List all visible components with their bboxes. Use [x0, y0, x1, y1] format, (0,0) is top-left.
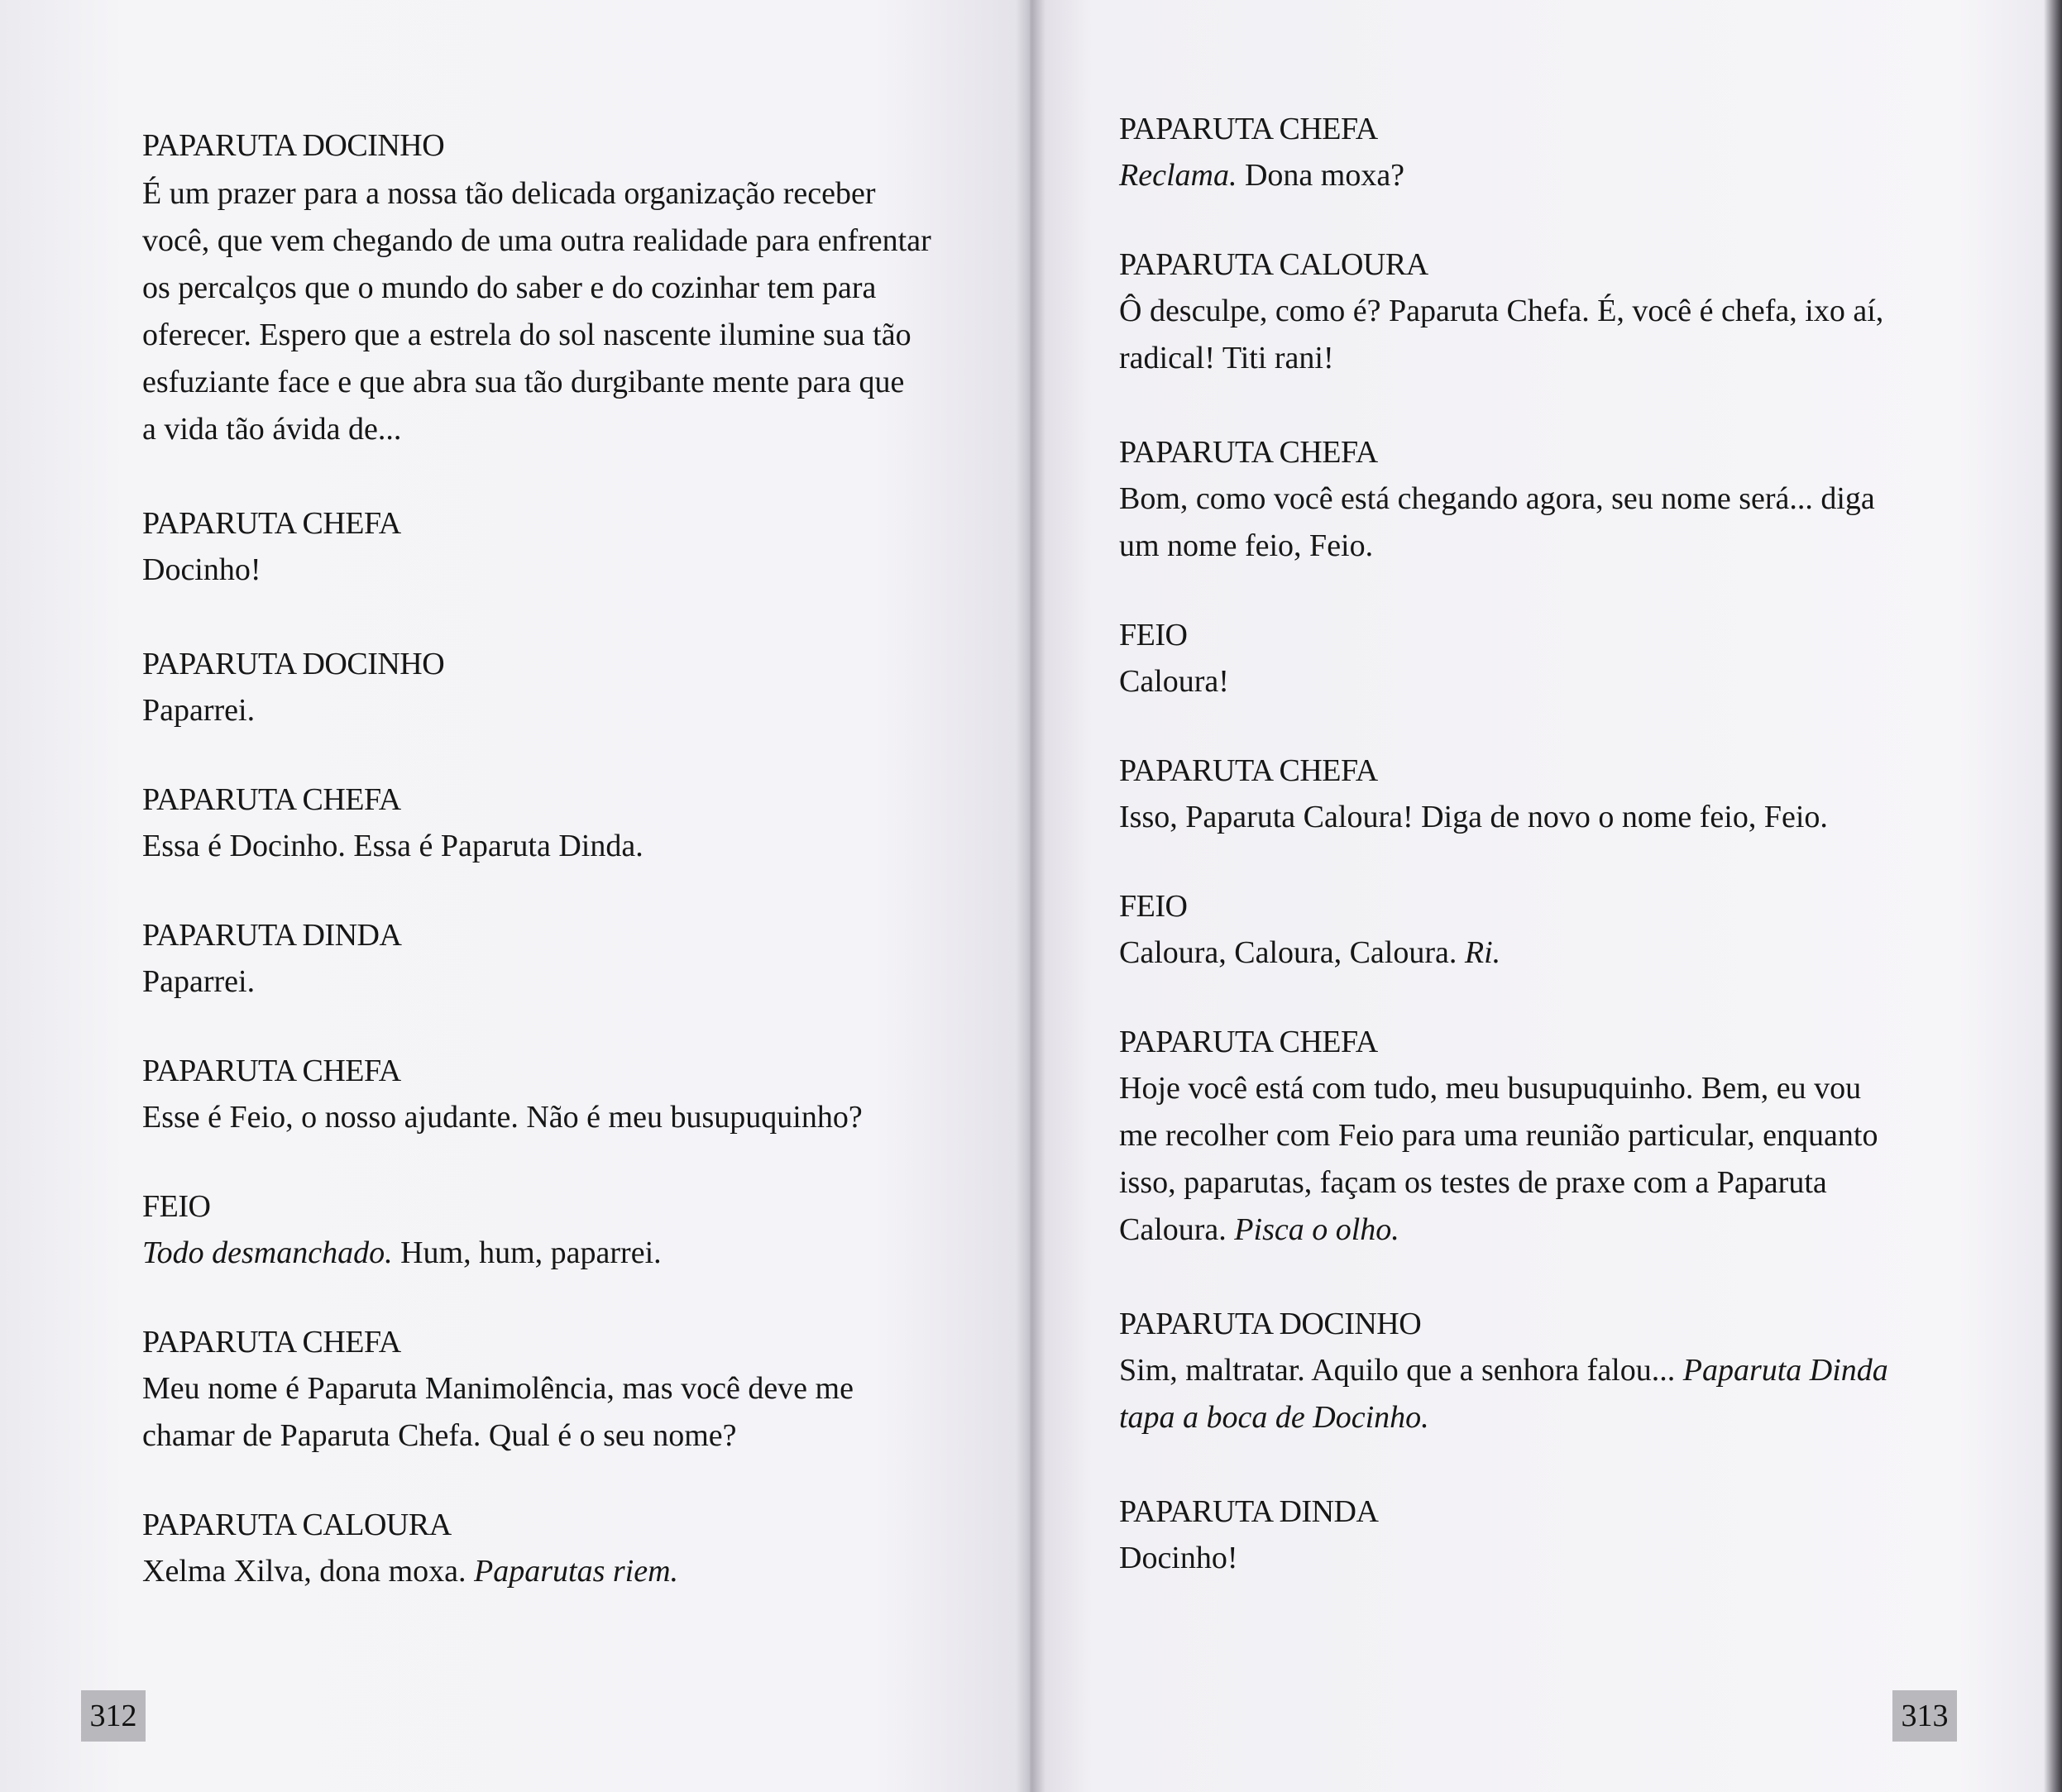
- speaker-name: FEIO: [1119, 618, 1188, 652]
- dialogue-text: Dona moxa?: [1237, 158, 1405, 193]
- speaker-name: PAPARUTA DOCINHO: [1119, 1307, 1422, 1341]
- dialogue-block: [1119, 1489, 1946, 1582]
- dialogue-line: Docinho!: [142, 552, 261, 587]
- speaker-name: PAPARUTA CALOURA: [1119, 247, 1428, 282]
- dialogue-block: [1119, 748, 1946, 841]
- stage-direction: Paparuta Dinda: [1682, 1353, 1888, 1388]
- dialogue-line: Caloura!: [1119, 664, 1229, 699]
- right-page-text: [1119, 106, 1946, 1582]
- dialogue-line: [1119, 152, 1946, 199]
- dialogue-text: Caloura, Caloura, Caloura.: [1119, 935, 1465, 970]
- dialogue-line: esfuziante face e que abra sua tão durgibante mente para que: [142, 365, 905, 399]
- dialogue-line: Bom, como você está chegando agora, seu nome será... diga: [1119, 481, 1875, 516]
- dialogue-block: [1119, 429, 1946, 570]
- page-number: 312: [81, 1690, 146, 1742]
- dialogue-line: Paparrei.: [142, 964, 256, 999]
- dialogue-text: Xelma Xilva, dona moxa.: [142, 1554, 475, 1589]
- left-page-text: [142, 117, 932, 1595]
- speaker-name: PAPARUTA DOCINHO: [142, 128, 445, 163]
- dialogue-block: [1119, 883, 1946, 977]
- speaker-name: PAPARUTA CHEFA: [1119, 1025, 1378, 1059]
- dialogue-line: a vida tão ávida de...: [142, 412, 402, 447]
- dialogue-line: isso, paparutas, façam os testes de praxe com a Paparuta: [1119, 1165, 1827, 1200]
- page-edge: [2044, 0, 2062, 1792]
- dialogue-block: [1119, 106, 1946, 199]
- dialogue-block: [142, 641, 932, 734]
- dialogue-line: Meu nome é Paparuta Manimolência, mas você deve me: [142, 1371, 854, 1406]
- dialogue-line: [1119, 1207, 1946, 1254]
- speaker-name: PAPARUTA DOCINHO: [142, 647, 445, 681]
- speaker-name: PAPARUTA CHEFA: [142, 506, 401, 541]
- dialogue-line: [142, 1230, 932, 1277]
- dialogue-block: [142, 1183, 932, 1277]
- dialogue-block: [1119, 241, 1946, 382]
- speaker-name: FEIO: [142, 1189, 211, 1224]
- page-number: 313: [1892, 1690, 1957, 1742]
- dialogue-text: Caloura.: [1119, 1212, 1235, 1247]
- dialogue-line: os percalços que o mundo do saber e do cozinhar tem para: [142, 270, 877, 305]
- dialogue-block: [1119, 1301, 1946, 1441]
- dialogue-line: oferecer. Espero que a estrela do sol nascente ilumine sua tão: [142, 318, 911, 352]
- dialogue-line: É um prazer para a nossa tão delicada organização receber: [142, 176, 876, 211]
- dialogue-block: [1119, 1019, 1946, 1254]
- stage-direction: Todo desmanchado.: [142, 1235, 393, 1270]
- speaker-name: PAPARUTA CHEFA: [142, 782, 401, 817]
- dialogue-line: Isso, Paparuta Caloura! Diga de novo o nome feio, Feio.: [1119, 800, 1828, 834]
- dialogue-block: [142, 122, 932, 453]
- dialogue-line: Esse é Feio, o nosso ajudante. Não é meu busupuquinho?: [142, 1100, 863, 1135]
- dialogue-block: [142, 1502, 932, 1595]
- dialogue-line: me recolher com Feio para uma reunião particular, enquanto: [1119, 1118, 1878, 1153]
- stage-direction: Ri.: [1464, 935, 1501, 970]
- dialogue-line: Ô desculpe, como é? Paparuta Chefa. É, você é chefa, ixo aí,: [1119, 294, 1884, 328]
- dialogue-line: chamar de Paparuta Chefa. Qual é o seu nome?: [142, 1418, 737, 1453]
- dialogue-line: um nome feio, Feio.: [1119, 528, 1374, 563]
- left-page: [0, 0, 1030, 1792]
- stage-direction: tapa a boca de Docinho.: [1119, 1400, 1429, 1435]
- speaker-name: PAPARUTA CHEFA: [142, 1054, 401, 1088]
- dialogue-line: [1119, 1394, 1946, 1441]
- stage-direction: Reclama.: [1119, 158, 1237, 193]
- dialogue-text: Sim, maltratar. Aquilo que a senhora falou...: [1119, 1353, 1683, 1388]
- dialogue-block: [142, 912, 932, 1006]
- book-gutter: [1016, 0, 1045, 1792]
- speaker-name: FEIO: [1119, 889, 1188, 924]
- dialogue-line: [1119, 929, 1946, 977]
- dialogue-line: [1119, 1347, 1946, 1394]
- dialogue-line: [142, 1548, 932, 1595]
- dialogue-block: [142, 777, 932, 870]
- speaker-name: PAPARUTA DINDA: [1119, 1494, 1379, 1529]
- speaker-name: PAPARUTA CHEFA: [142, 1325, 401, 1360]
- dialogue-line: radical! Titi rani!: [1119, 341, 1334, 375]
- dialogue-text: Hum, hum, paparrei.: [392, 1235, 662, 1270]
- right-page: [1030, 0, 2062, 1792]
- dialogue-line: Hoje você está com tudo, meu busupuquinho. Bem, eu vou: [1119, 1071, 1862, 1106]
- speaker-name: PAPARUTA CHEFA: [1119, 753, 1378, 788]
- dialogue-block: [142, 500, 932, 594]
- dialogue-line: Essa é Docinho. Essa é Paparuta Dinda.: [142, 829, 643, 863]
- speaker-name: PAPARUTA CHEFA: [1119, 435, 1378, 470]
- dialogue-line: você, que vem chegando de uma outra realidade para enfrentar: [142, 223, 931, 258]
- dialogue-block: [1119, 612, 1946, 705]
- dialogue-block: [142, 1048, 932, 1141]
- dialogue-line: Paparrei.: [142, 693, 256, 728]
- speaker-name: PAPARUTA DINDA: [142, 918, 402, 953]
- speaker-name: PAPARUTA CHEFA: [1119, 112, 1378, 146]
- speaker-name: PAPARUTA CALOURA: [142, 1508, 452, 1542]
- dialogue-block: [142, 1319, 932, 1460]
- stage-direction: Paparutas riem.: [474, 1554, 679, 1589]
- dialogue-line: Docinho!: [1119, 1541, 1238, 1575]
- stage-direction: Pisca o olho.: [1234, 1212, 1399, 1247]
